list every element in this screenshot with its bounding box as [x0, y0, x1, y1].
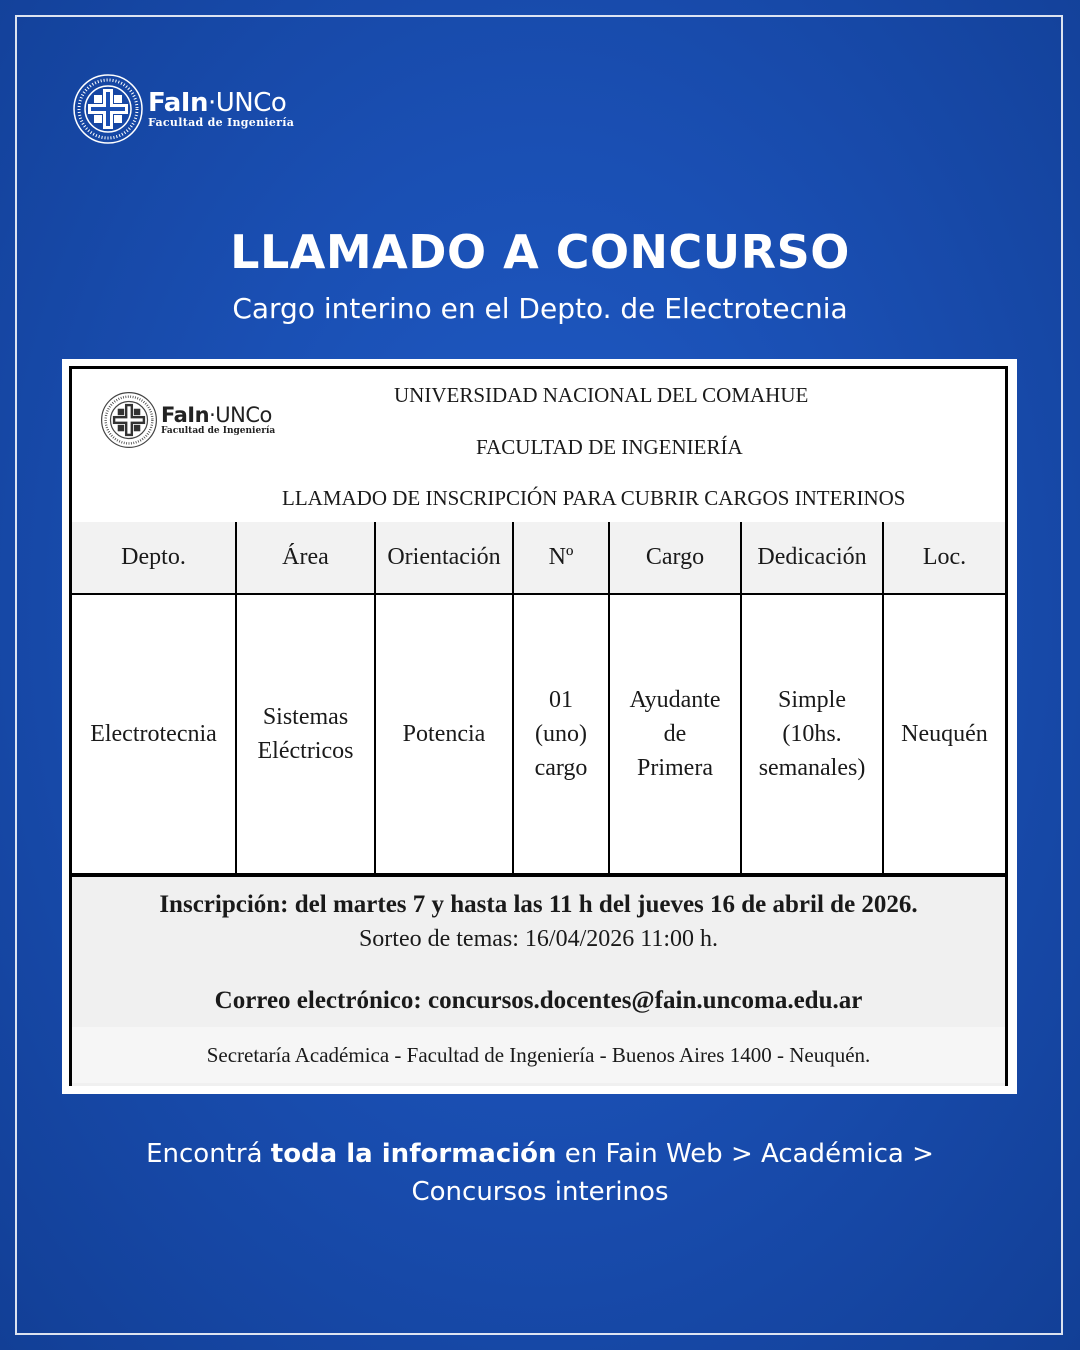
- footer-emphasis: toda la información: [270, 1139, 557, 1169]
- call-heading: LLAMADO DE INSCRIPCIÓN PARA CUBRIR CARGOS INTERINOS: [282, 486, 906, 510]
- faculty-name: FACULTAD DE INGENIERÍA: [476, 435, 743, 459]
- info-footer: Encontrá toda la información en Fain Web > Académica > Concursos interinos: [0, 1135, 1080, 1211]
- cell-numero: 01 (uno) cargo: [513, 594, 609, 874]
- brand-name: FaIn·UNCo: [148, 88, 287, 118]
- cell-dedicacion: Simple (10hs. semanales): [741, 594, 883, 874]
- document-footer: [72, 874, 1005, 1086]
- office-address: Secretaría Académica - Facultad de Ingeniería - Buenos Aires 1400 - Neuquén.: [72, 1027, 1005, 1083]
- table-row: [72, 594, 1005, 874]
- fain-unco-logo: [72, 73, 294, 145]
- column-header: Cargo: [609, 522, 741, 594]
- cell-area: Sistemas Eléctricos: [236, 594, 375, 874]
- column-header: Área: [236, 522, 375, 594]
- document-brand-tagline: Facultad de Ingeniería: [161, 426, 276, 436]
- cell-depto: Electrotecnia: [72, 594, 236, 874]
- university-seal-icon: [100, 391, 158, 449]
- document-header: [72, 369, 1005, 524]
- cell-cargo: Ayudante de Primera: [609, 594, 741, 874]
- page-title: LLAMADO A CONCURSO: [230, 225, 850, 279]
- cell-orientacion: Potencia: [375, 594, 513, 874]
- positions-table: [72, 522, 1005, 875]
- footer-path: Concursos interinos: [411, 1177, 669, 1207]
- contact-email: Correo electrónico: concursos.docentes@fain.uncoma.edu.ar: [214, 987, 863, 1014]
- document-logo: [100, 391, 275, 449]
- column-header: Loc.: [883, 522, 1005, 594]
- inscription-dates: Inscripción: del martes 7 y hasta las 11 h del jueves 16 de abril de 2026.: [159, 891, 918, 918]
- topic-draw-date: Sorteo de temas: 16/04/2026 11:00 h.: [358, 926, 719, 952]
- university-seal-icon: [72, 73, 144, 145]
- column-header: Depto.: [72, 522, 236, 594]
- page-subtitle: Cargo interino en el Depto. de Electrotecnia: [232, 292, 848, 325]
- column-header: Dedicación: [741, 522, 883, 594]
- document-brand-name: FaIn·UNCo: [161, 403, 272, 427]
- cell-localidad: Neuquén: [883, 594, 1005, 874]
- call-document: [62, 359, 1017, 1094]
- column-header: Orientación: [375, 522, 513, 594]
- column-header: Nº: [513, 522, 609, 594]
- university-name: UNIVERSIDAD NACIONAL DEL COMAHUE: [394, 383, 809, 407]
- brand-tagline: Facultad de Ingeniería: [148, 116, 295, 129]
- table-header-row: [72, 522, 1005, 594]
